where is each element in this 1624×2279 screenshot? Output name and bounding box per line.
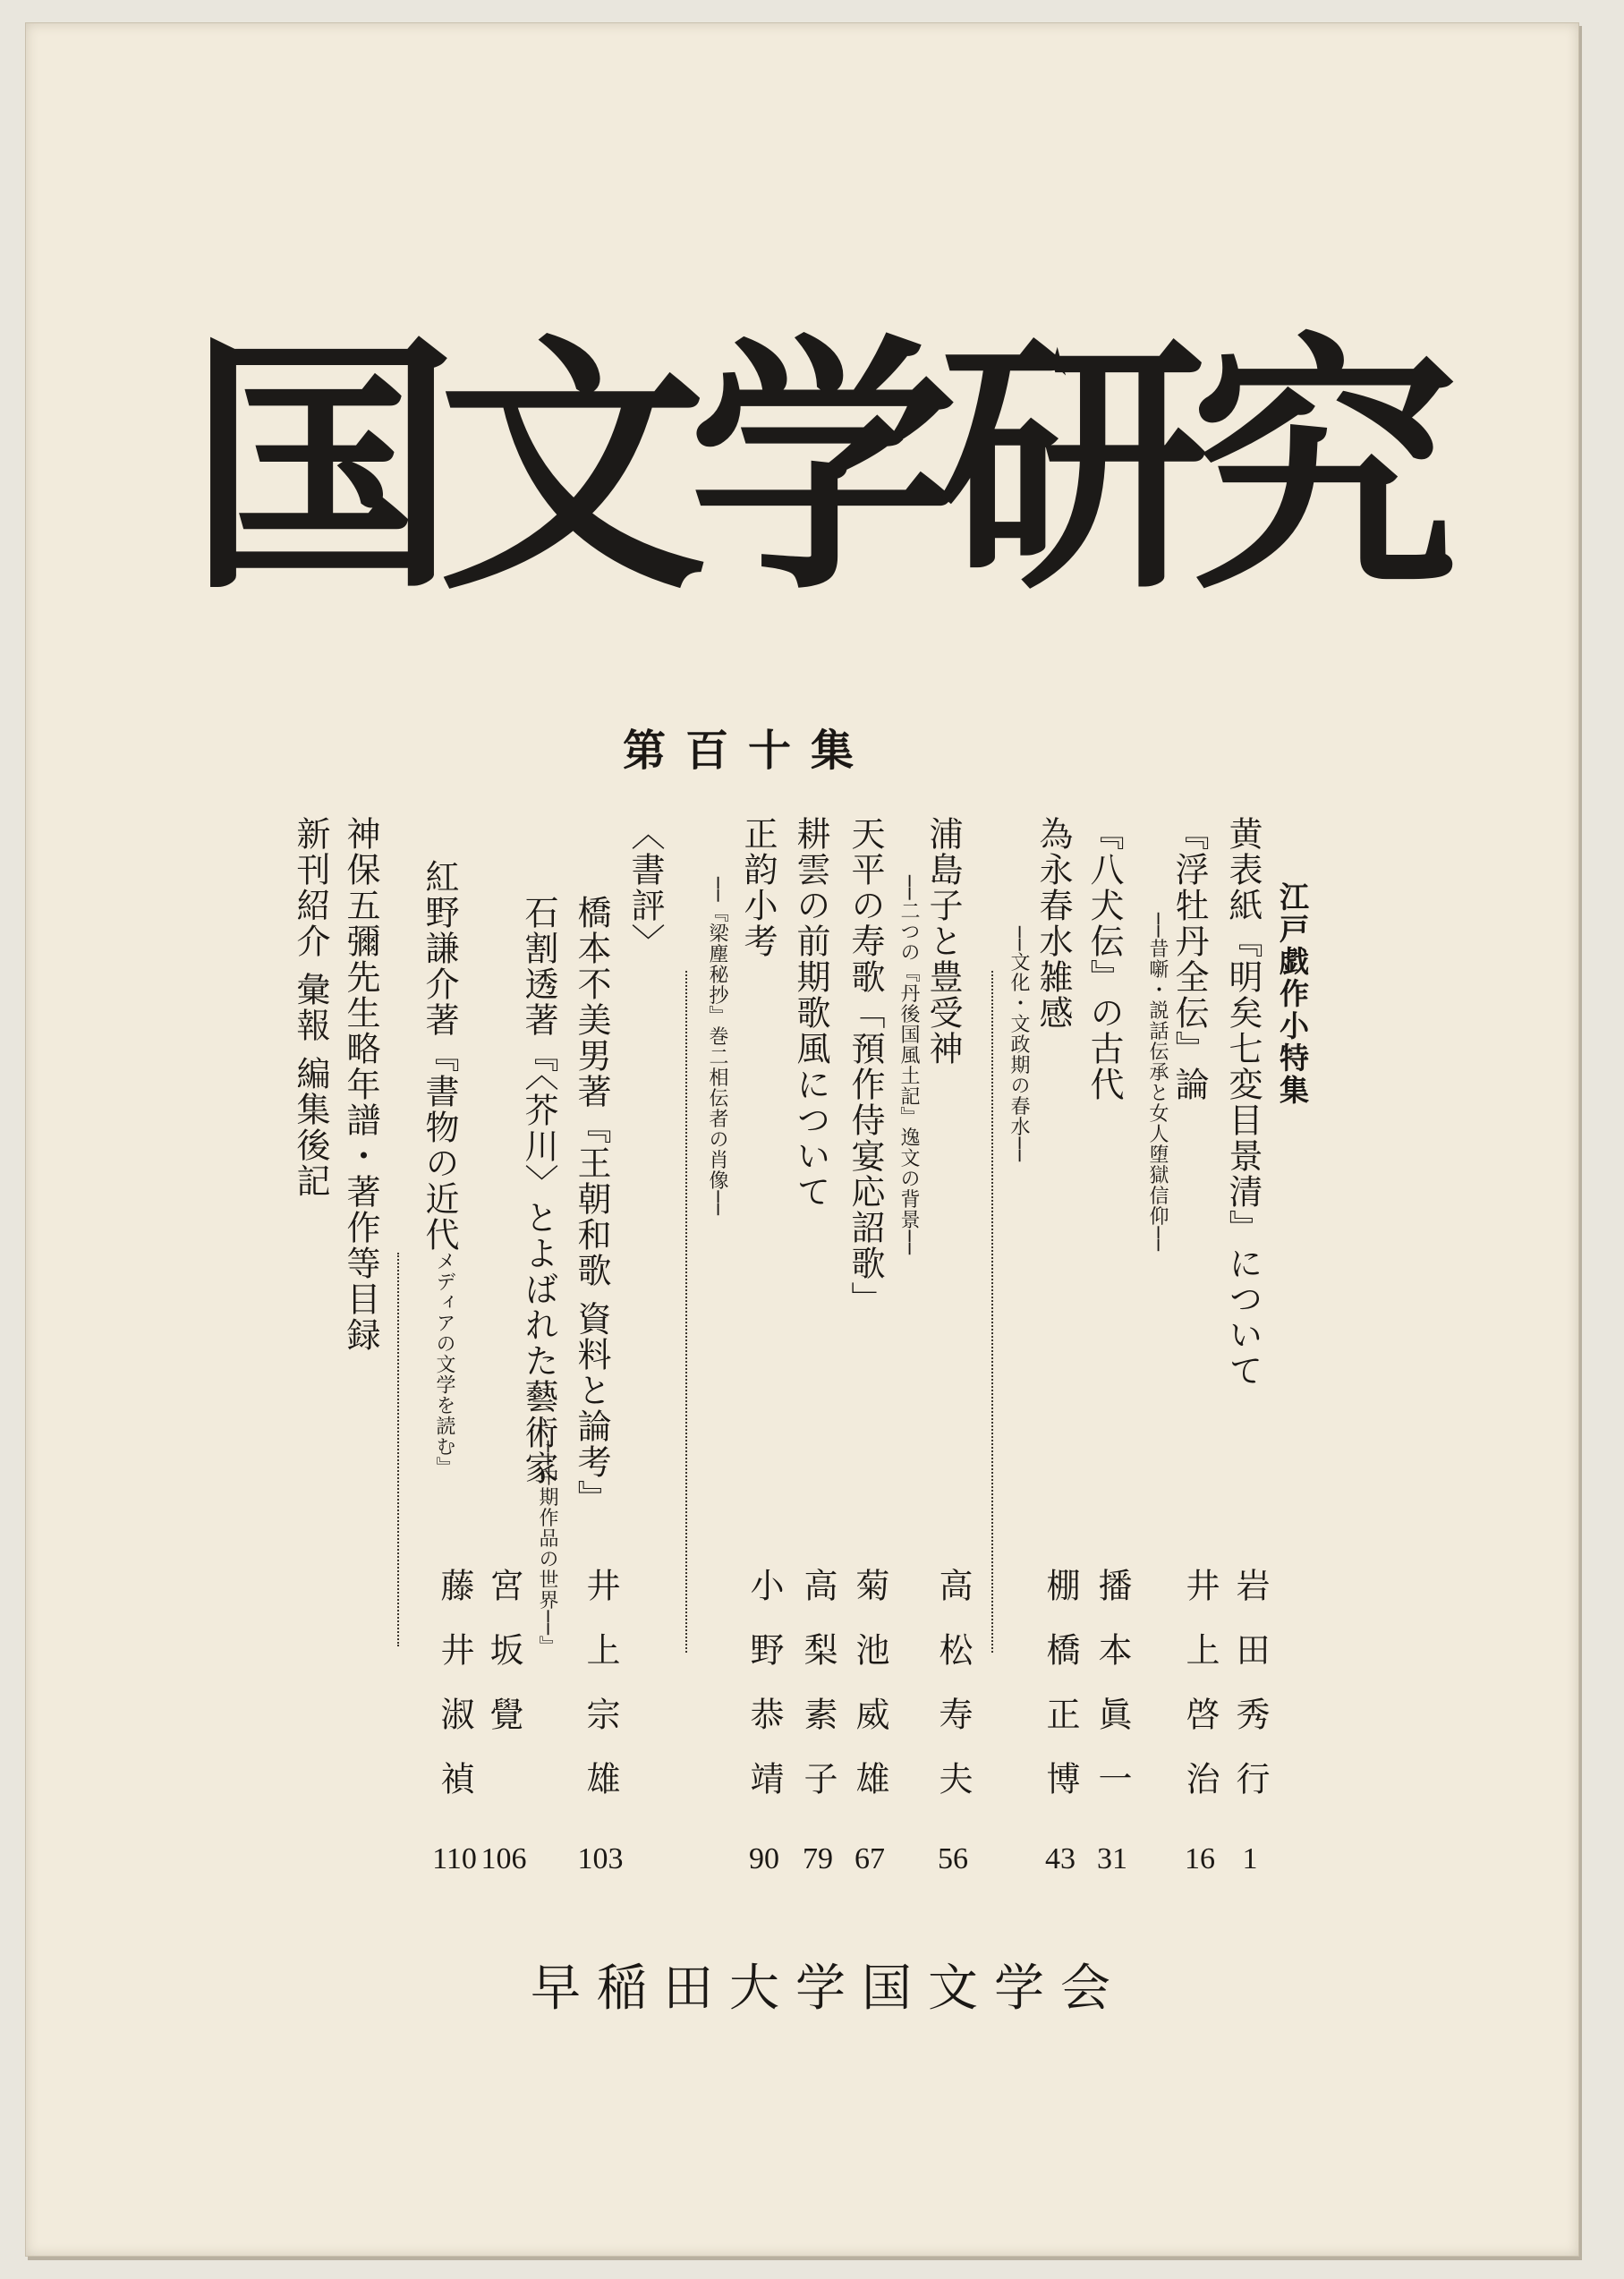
review-author: 井上宗雄 xyxy=(581,1568,620,1825)
article-subtitle: ──『梁塵秘抄』巻二相伝者の肖像── xyxy=(706,877,728,1216)
page-number: 103 xyxy=(577,1842,624,1875)
publisher: 早稲田大学国文学会 xyxy=(531,1960,1127,2018)
memorial-bibliography: 神保五彌先生略年譜・著作等目録 xyxy=(341,816,380,1353)
title-char: 研 xyxy=(940,313,1208,625)
review-entry: 橋本不美男著『王朝和歌 資料と論考』 xyxy=(572,895,611,1517)
review-author: 宮坂覺 xyxy=(484,1568,523,1761)
misc-sections: 新刊紹介 彙報 編集後記 xyxy=(291,816,330,1200)
page-number: 106 xyxy=(480,1842,527,1875)
article-title: 黄表紙『明矣七変目景清』について xyxy=(1223,816,1263,1389)
page-number: 16 xyxy=(1185,1842,1215,1875)
title-char: 文 xyxy=(438,313,707,625)
article-author: 播本眞一 xyxy=(1093,1568,1132,1825)
article-author: 井上啓治 xyxy=(1180,1568,1220,1825)
title-char: 国 xyxy=(188,313,456,625)
title-char: 究 xyxy=(1190,313,1458,625)
article-title: 『浮牡丹全伝』論 xyxy=(1169,816,1209,1102)
page-number: 67 xyxy=(855,1842,885,1875)
review-entry: 石割透著『〈芥川〉とよばれた藝術家 xyxy=(519,895,558,1486)
page-number: 110 xyxy=(432,1842,477,1875)
article-subtitle: ──二つの『丹後国風土記』逸文の背景── xyxy=(897,875,920,1255)
article-title: 『八犬伝』の古代 xyxy=(1084,816,1124,1102)
article-author: 菊池威雄 xyxy=(850,1568,889,1825)
journal-title xyxy=(188,300,1458,640)
feature-heading: 江戸戯作小特集 xyxy=(1275,881,1310,1107)
article-subtitle: ──文化・文政期の春水── xyxy=(1008,926,1030,1162)
article-title: 天平の寿歌「預作侍宴応詔歌」 xyxy=(846,816,885,1317)
review-author: 藤井淑禎 xyxy=(435,1568,474,1825)
page-number: 56 xyxy=(938,1842,968,1875)
dotted-separator xyxy=(685,971,687,1653)
article-author: 岩田秀行 xyxy=(1230,1568,1270,1825)
article-author: 棚橋正博 xyxy=(1041,1568,1080,1825)
article-title: 耕雲の前期歌風について xyxy=(791,816,830,1210)
page-number: 90 xyxy=(749,1842,779,1875)
reviews-heading: 〈書評〉 xyxy=(625,816,665,959)
article-author: 高松寿夫 xyxy=(933,1568,973,1825)
volume-label: 第百十集 xyxy=(623,726,874,776)
page-number: 79 xyxy=(803,1842,833,1875)
page-number: 31 xyxy=(1097,1842,1127,1875)
article-title: 正韵小考 xyxy=(738,816,778,959)
article-title: 浦島子と豊受神 xyxy=(923,816,963,1067)
article-author: 小野恭靖 xyxy=(744,1568,784,1825)
review-entry: 紅野謙介著『書物の近代 xyxy=(420,859,459,1253)
title-char: 学 xyxy=(689,313,957,625)
review-subtitle: ──中期作品の世界──』 xyxy=(536,1441,558,1656)
article-author: 高梨素子 xyxy=(798,1568,838,1825)
review-subtitle: メディアの文学を読む』 xyxy=(433,1251,455,1477)
page-number: 43 xyxy=(1045,1842,1076,1875)
page-number: 1 xyxy=(1242,1842,1258,1875)
article-title: 為永春水雑感 xyxy=(1033,816,1073,1031)
dotted-separator xyxy=(397,1253,399,1646)
article-subtitle: ──昔噺・説話伝承と女人堕獄信仰── xyxy=(1146,913,1169,1252)
dotted-separator xyxy=(991,971,993,1653)
